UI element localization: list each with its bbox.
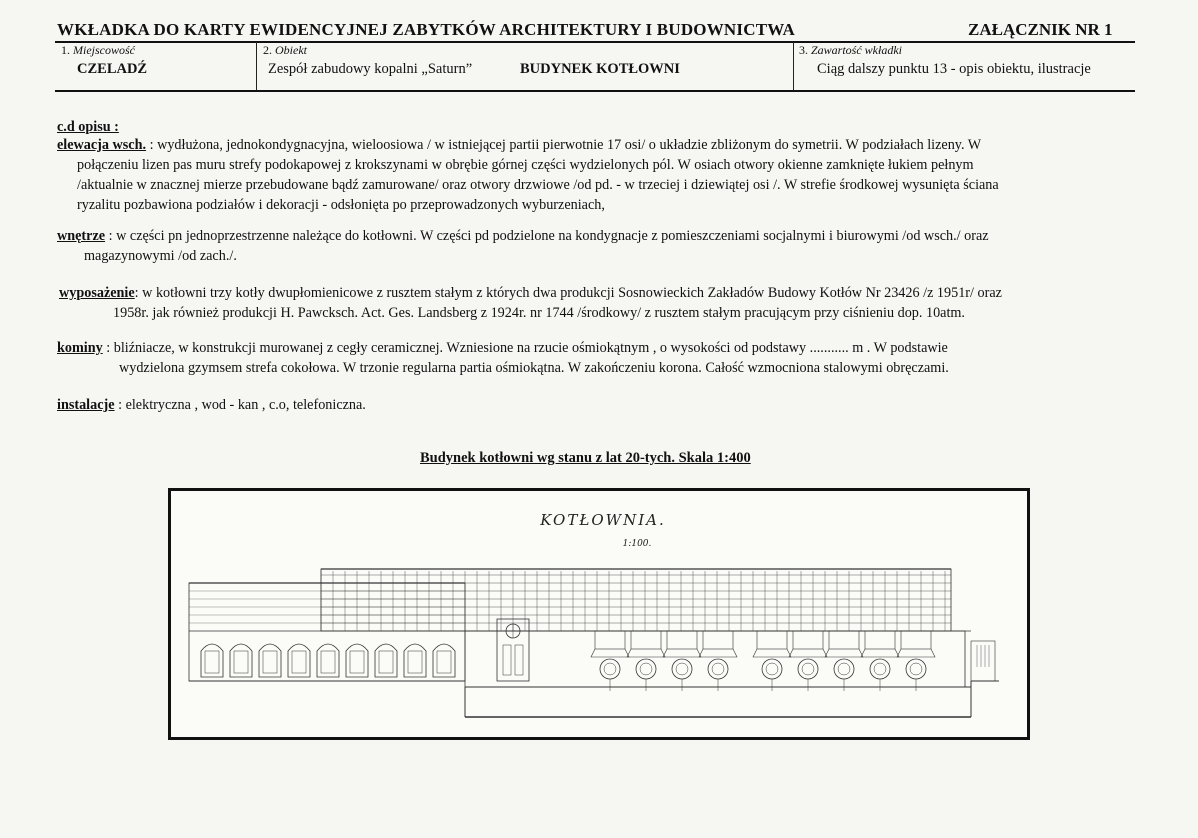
elewacja-heading: elewacja wsch. (57, 137, 147, 153)
content-label-text: Zawartość wkładki (811, 43, 903, 57)
wyposazenie-heading: wyposażenie (59, 285, 135, 301)
elewacja-text-2: połączeniu lizen pas muru strefy podokapowej z krokszynami w obrębie górnej części wydzielonych pól. W osiach otwory okienne zamknięte łukiem pełnym (77, 157, 974, 173)
content-value: Ciąg dalszy punktu 13 - opis obiektu, ilustracje (817, 61, 1091, 77)
kominy-text-1: : bliźniacze, w konstrukcji murowanej z cegły ceramicznej. Wzniesione na rzucie ośmiokątnym , o wysokości od podstawy ........... m . W podstawie (102, 340, 948, 356)
instalacje-text-1: : elektryczna , wod - kan , c.o, telefoniczna. (114, 397, 366, 413)
elewacja-text-1: : wydłużona, jednokondygnacyjna, wieloosiowa / w istniejącej partii pierwotnie 17 osi/ o układzie zbliżonym do symetrii. W podziałach lizeny. W (146, 137, 982, 153)
field-divider (256, 42, 257, 91)
section-elewacja (57, 135, 1117, 215)
content-num: 3. (799, 43, 808, 57)
section-kominy (57, 338, 1117, 378)
wnetrze-text-1: : w części pn jednoprzestrzenne należące do kotłowni. W części pd podzielone na kondygnacje z pomieszczeniami socjalnymi i biurowymi /od wsch./ oraz (105, 228, 989, 244)
object-building-value: BUDYNEK KOTŁOWNI (520, 61, 680, 77)
section-wnetrze (57, 226, 1117, 266)
object-value: Zespół zabudowy kopalni „Saturn” (268, 61, 473, 77)
section-instalacje (57, 395, 1117, 415)
annex-label: ZAŁĄCZNIK NR 1 (968, 20, 1113, 39)
object-label-text: Obiekt (275, 43, 307, 57)
document-title: WKŁADKA DO KARTY EWIDENCYJNEJ ZABYTKÓW ARCHITEKTURY I BUDOWNICTWA (57, 20, 796, 39)
figure-caption: Budynek kotłowni wg stanu z lat 20-tych. Skala 1:400 (420, 450, 751, 466)
elewacja-text-3: /aktualnie w znacznej mierze przebudowane bądź zamurowane/ oraz otwory drzwiowe /od pd. - w trzeciej i dziewiątej osi /. W strefie środkowej wysunięta ściana (77, 177, 999, 193)
wyposazenie-text-2: 1958r. jak również produkcji H. Pawcksch. Act. Ges. Landsberg z 1924r. nr 1744 /środkowy/ z rusztem stałym pracującym przy ciśnieniu dop. 10atm. (113, 305, 965, 321)
fields-rule (55, 90, 1135, 92)
drawing-scale: 1:100. (622, 539, 652, 549)
object-label (263, 43, 307, 58)
kominy-text-2: wydzielona gzymsem strefa cokołowa. W trzonie regularna partia ośmiokątna. W zakończeniu korona. Całość wzmocniona stalowymi obręczami. (119, 360, 949, 376)
header-rule (55, 41, 1135, 43)
description-intro (57, 117, 1117, 137)
elewacja-text-4: ryzalitu pozbawiona podziałów i dekoracji - odsłonięta po przeprowadzonych wyburzeniach, (77, 197, 605, 213)
boiler-house-elevation-drawing (171, 491, 1027, 737)
drawing-title: KOTŁOWNIA. (540, 511, 666, 529)
locality-value: CZELADŹ (77, 61, 148, 77)
locality-num: 1. (61, 43, 70, 57)
wnetrze-heading: wnętrze (57, 228, 106, 244)
architectural-drawing (168, 488, 1030, 740)
field-divider (793, 42, 794, 91)
locality-label (61, 43, 135, 58)
intro-heading: c.d opisu : (57, 119, 119, 135)
instalacje-heading: instalacje (57, 397, 115, 413)
wnetrze-text-2: magazynowymi /od zach./. (84, 248, 237, 264)
locality-label-text: Miejscowość (73, 43, 135, 57)
object-num: 2. (263, 43, 272, 57)
wyposazenie-text-1: : w kotłowni trzy kotły dwupłomienicowe z rusztem stałym z których dwa produkcji Sosnowieckich Zakładów Budowy Kotłów Nr 23426 /z 1951r/ oraz (134, 285, 1002, 301)
kominy-heading: kominy (57, 340, 103, 356)
section-wyposazenie (57, 283, 1117, 323)
content-label (799, 43, 902, 58)
